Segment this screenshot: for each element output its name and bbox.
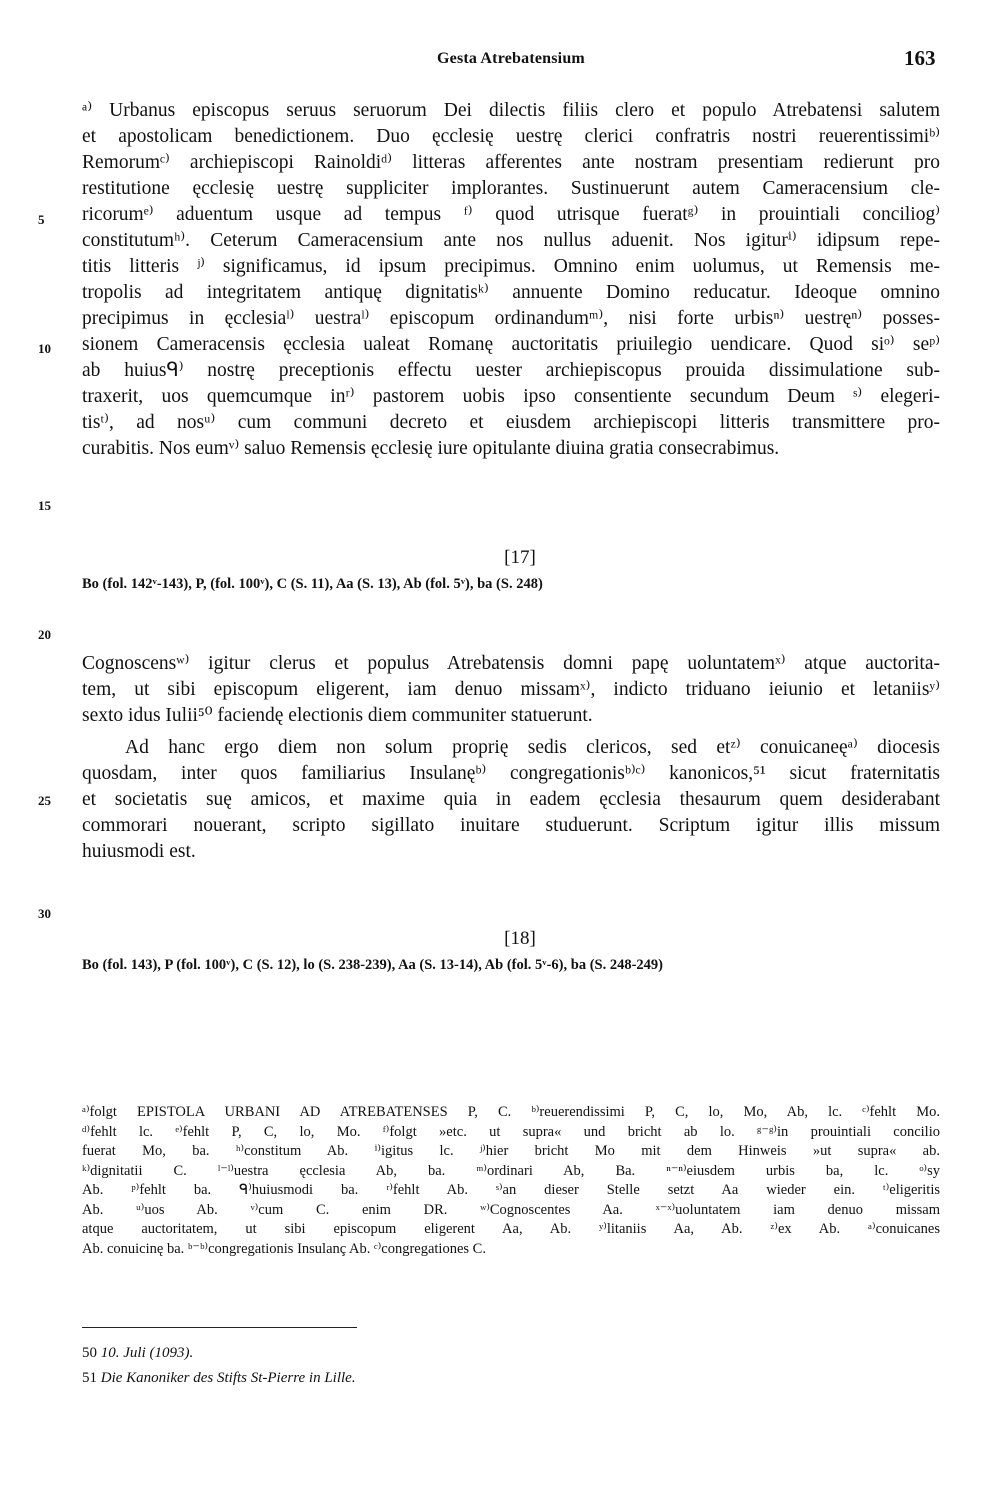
text-line: huiusmodi est. (82, 841, 196, 862)
critical-apparatus (82, 1103, 940, 1283)
apparatus-line: ᵏ⁾dignitatii C. ˡ⁻ˡ⁾uestra ęcclesia Ab, ba. ᵐ⁾ordinari Ab, Ba. ⁿ⁻ⁿ⁾eiusdem urbis ba, lc. ᵒ⁾sy (82, 1162, 940, 1179)
running-title: Gesta Atrebatensium (437, 50, 585, 67)
apparatus-line: fuerat Mo, ba. ʰ⁾constitum Ab. ⁱ⁾igitus lc. ʲ⁾hier bricht Mo mit dem Hinweis »ut supra« ab. (82, 1143, 940, 1159)
text-line: quosdam, inter quos familiarius Insulanęᵇ⁾ congregationisᵇ⁾ᶜ⁾ kanonicos,⁵¹ sicut fraternitatis (82, 763, 940, 784)
line-number: 5 (38, 212, 45, 227)
text-line: et apostolicam benedictionem. Duo ęcclesię uestrę clerici confratris nostri reuerentissimiᵇ⁾ (82, 126, 940, 147)
footnote (82, 1345, 193, 1362)
document-number: [17] (504, 547, 536, 568)
apparatus-line: ᵃ⁾folgt EPISTOLA URBANI AD ATREBATENSES P, C. ᵇ⁾reuerendissimi P, C, lo, Mo, Ab, lc. ᶜ⁾fehlt Mo. (82, 1104, 940, 1120)
text-line: restitutione ęcclesię uestrę suppliciter implorantes. Sustinuerunt autem Cameracensium cle- (82, 178, 940, 199)
apparatus-line: ᵈ⁾fehlt lc. ᵉ⁾fehlt P, C, lo, Mo. ᶠ⁾folgt »etc. ut supra« und bricht ab lo. ᵍ⁻ᵍ⁾in prouintiali concilio (82, 1123, 940, 1140)
footnote (82, 1370, 356, 1387)
footnote-text: 10. Juli (1093). (100, 1345, 194, 1361)
text-line: ricorumᵉ⁾ aduentum usque ad tempus ᶠ⁾ quod utrisque fueratᵍ⁾ in prouintiali conciliog⁾ (82, 204, 940, 225)
text-line: et societatis suę amicos, et maxime quia in eadem ęcclesia thesaurum quem desiderabant (82, 789, 940, 810)
text-line: commorari nouerant, scripto sigillato inuitare studuerunt. Scriptum igitur illis missum (82, 815, 940, 836)
line-number: 10 (38, 341, 51, 356)
footnote-number: 50 (82, 1345, 97, 1361)
line-number: 20 (38, 627, 51, 642)
manuscript-sources: Bo (fol. 142ᵛ-143), P, (fol. 100ᵛ), C (S. 11), Aa (S. 13), Ab (fol. 5ᵛ), ba (S. 248) (82, 576, 543, 592)
text-line: precipimus in ęcclesiaˡ⁾ uestraˡ⁾ episcopum ordinandumᵐ⁾, nisi forte urbisⁿ⁾ uestręⁿ⁾ posses- (82, 308, 940, 329)
text-line: sexto idus Iulii⁵⁰ faciendę electionis diem communiter statuerunt. (82, 705, 593, 726)
text-line: ab huiusᑫ⁾ nostrę preceptionis effectu uester archiepiscopus prouida dissimulatione sub- (82, 360, 940, 381)
text-line: sionem Cameracensis ęcclesia ualeat Romanę auctoritatis priuilegio uendicare. Quod siᵒ⁾ seᵖ⁾ (82, 334, 940, 355)
footnote-text: Die Kanoniker des Stifts St-Pierre in Lille. (100, 1370, 356, 1386)
text-line: ᵃ⁾ Urbanus episcopus seruus seruorum Dei dilectis filiis clero et populo Atrebatensi salutem (82, 100, 940, 121)
footnote-rule (82, 1327, 357, 1328)
text-line: Remorumᶜ⁾ archiepiscopi Rainoldiᵈ⁾ litteras afferentes ante nostram presentiam redierunt pro (82, 152, 940, 173)
footnote-number: 51 (82, 1370, 97, 1386)
text-line: constitutumʰ⁾. Ceterum Cameracensium ante nos nullus aduenit. Nos igiturⁱ⁾ idipsum repe- (82, 230, 940, 251)
text-line: Ad hanc ergo diem non solum proprię sedis clericos, sed etᶻ⁾ conuicaneęᵃ⁾ diocesis (125, 737, 940, 758)
text-line: curabitis. Nos eumᵛ⁾ saluo Remensis ęcclesię iure opitulante diuina gratia consecrabimus. (82, 438, 780, 459)
text-line: titis litteris ʲ⁾ significamus, id ipsum precipimus. Omnino enim uolumus, ut Remensis me- (82, 256, 940, 277)
apparatus-line: atque auctoritatem, ut sibi episcopum eligerent Aa, Ab. ʸ⁾litaniis Aa, Ab. ᶻ⁾ex Ab. ᵃ⁾conuicanes (82, 1221, 940, 1237)
text-line: tem, ut sibi episcopum eligerent, iam denuo missamˣ⁾, indicto triduano ieiunio et letaniisʸ⁾ (82, 679, 940, 700)
page-number: 163 (904, 46, 936, 70)
manuscript-sources: Bo (fol. 143), P (fol. 100ᵛ), C (S. 12), lo (S. 238-239), Aa (S. 13-14), Ab (fol. 5ᵛ-6), ba (S. 248-249) (82, 957, 663, 973)
text-line: tisᵗ⁾, ad nosᵘ⁾ cum communi decreto et eiusdem archiepiscopi litteris transmittere pro- (82, 412, 940, 433)
apparatus-line: Ab. ᵖ⁾fehlt ba. ᑫ⁾huiusmodi ba. ʳ⁾fehlt Ab. ˢ⁾an dieser Stelle setzt Aa wieder ein. ᵗ⁾eligeritis (82, 1182, 940, 1198)
line-number: 30 (38, 906, 51, 921)
line-number: 25 (38, 793, 51, 808)
apparatus-line: Ab. ᵘ⁾uos Ab. ᵛ⁾cum C. enim DR. ʷ⁾Cognoscentes Aa. ˣ⁻ˣ⁾uoluntatem iam denuo missam (82, 1201, 940, 1218)
text-line: traxerit, uos quemcumque inʳ⁾ pastorem uobis ipso consentiente secundum Deum ˢ⁾ elegeri- (82, 386, 940, 407)
text-line: tropolis ad integritatem antiquę dignitatisᵏ⁾ annuente Domino reducatur. Ideoque omnino (82, 282, 940, 303)
text-line: Cognoscensʷ⁾ igitur clerus et populus Atrebatensis domni papę uoluntatemˣ⁾ atque auctorita- (82, 653, 940, 674)
running-header (0, 46, 1000, 76)
apparatus-line: Ab. conuicinę ba. ᵇ⁻ᵇ⁾congregationis Insulanç Ab. ᶜ⁾congregationes C. (82, 1240, 486, 1257)
line-number: 15 (38, 498, 51, 513)
document-number: [18] (504, 928, 536, 949)
